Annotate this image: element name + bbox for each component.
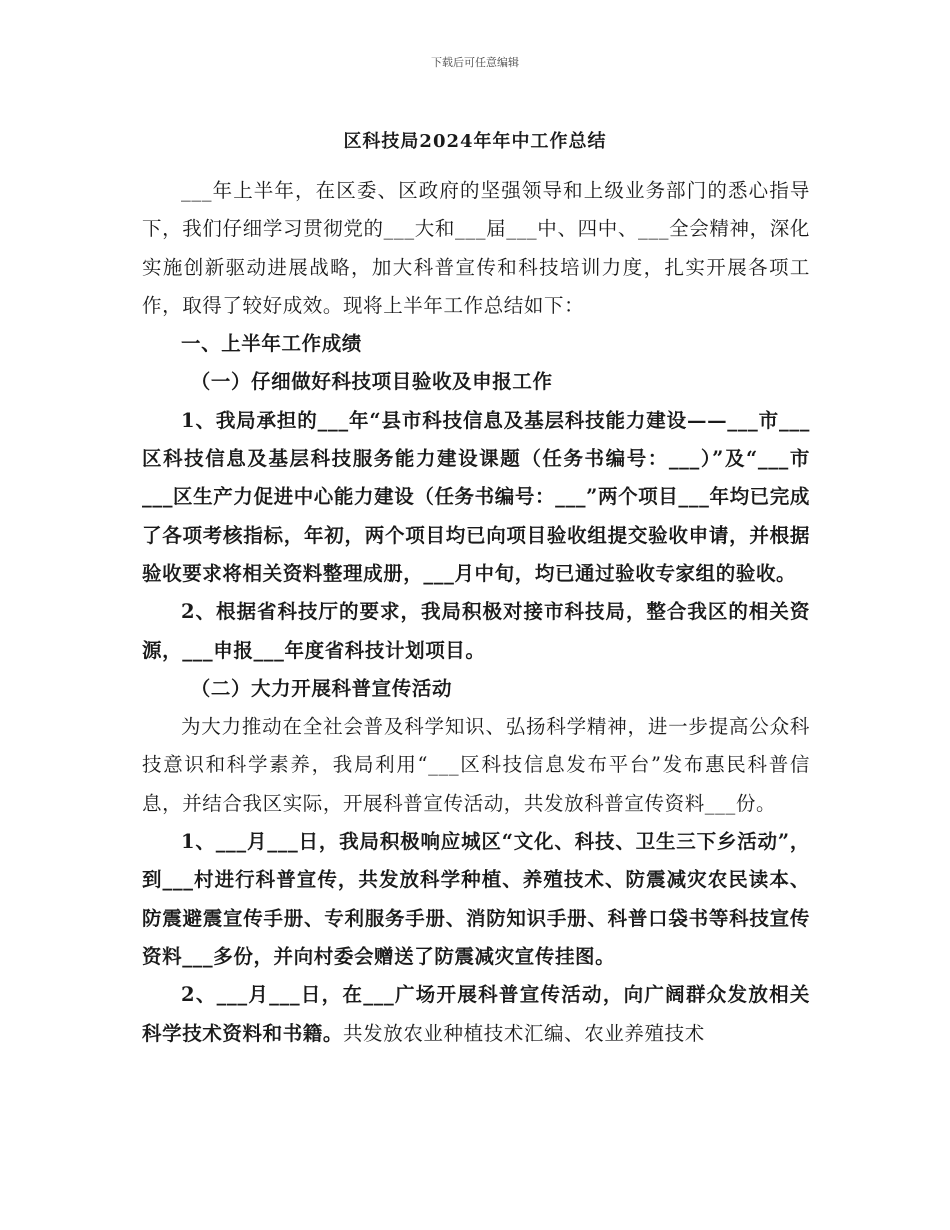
paragraph-item-1: 1、我局承担的___年“县市科技信息及基层科技能力建设——___市___区科技信息及基层科技服务能力建设课题（任务书编号：___）”及“___市___区生产力促进中心能力建设（任务书编号：___”两个项目___年均已完成了各项考核指标，年初，两个项目均已向项目验收组提交验收申请，并根据验收要求将相关资料整理成册，___月中旬，均已通过验收专家组的验收。 [142, 408, 810, 585]
subsection-heading-2: （二）大力开展科普宣传活动 [190, 676, 453, 700]
document-body [142, 172, 810, 1053]
subsection-heading-1: （一）仔细做好科技项目验收及申报工作 [190, 370, 553, 394]
paragraph-item-2: 2、根据省科技厅的要求，我局积极对接市科技局，整合我区的相关资源，___申报___年度省科技计划项目。 [142, 600, 810, 662]
paragraph-event-2-bold: 2、___月___日，在___广场开展科普宣传活动，向广阔群众发放相关科学技术资料和书籍。 [142, 983, 810, 1045]
document-title: 区科技局2024年年中工作总结 [343, 131, 607, 152]
paragraph-event-2 [142, 976, 810, 1053]
paragraph-science-promo: 为大力推动在全社会普及科学知识、弘扬科学精神，进一步提高公众科技意识和科学素养，我局利用“___区科技信息发布平台”发布惠民科普信息，并结合我区实际，开展科普宣传活动，共发放科普宣传资料___份。 [142, 715, 810, 815]
page-header-note: 下载后可任意编辑 [431, 56, 519, 69]
paragraph-event-2-rest: 共发放农业种植技术汇编、农业养殖技术 [343, 1021, 705, 1045]
section-heading-1: 一、上半年工作成绩 [181, 332, 362, 356]
paragraph-intro: ___年上半年，在区委、区政府的坚强领导和上级业务部门的悉心指导下，我们仔细学习贯彻党的___大和___届___中、四中、___全会精神，深化实施创新驱动进展战略，加大科普宣传和科技培训力度，扎实开展各项工作，取得了较好成效。现将上半年工作总结如下： [142, 179, 810, 317]
paragraph-event-1: 1、___月___日，我局积极响应城区“文化、科技、卫生三下乡活动”，到___村进行科普宣传，共发放科学种植、养殖技术、防震减灾农民读本、防震避震宣传手册、专利服务手册、消防知识手册、科普口袋书等科技宣传资料___多份，并向村委会赠送了防震减灾宣传挂图。 [142, 830, 810, 968]
